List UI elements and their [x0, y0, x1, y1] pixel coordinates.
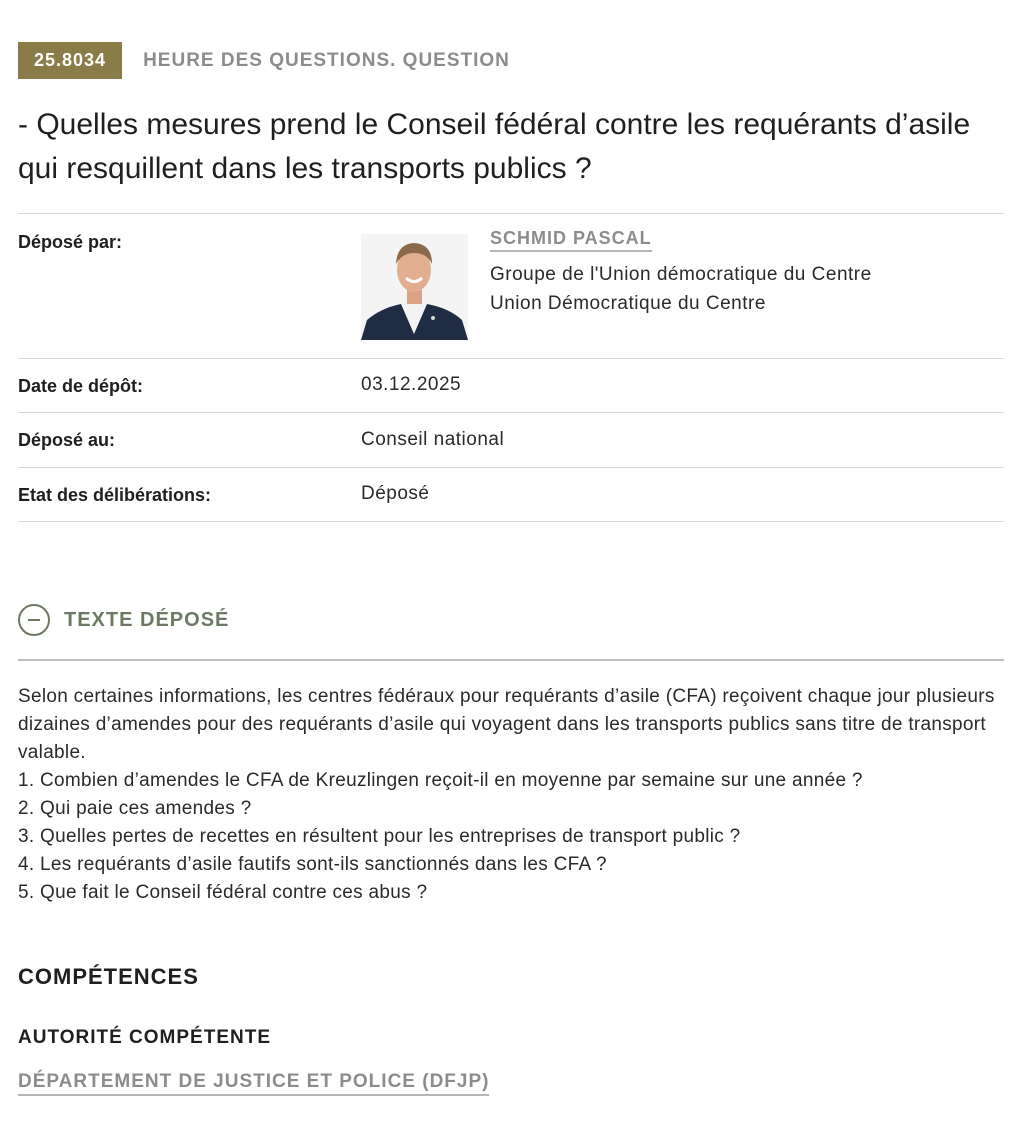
- business-type-label: HEURE DES QUESTIONS. QUESTION: [143, 49, 510, 71]
- submitted-text-toggle-label: TEXTE DÉPOSÉ: [64, 608, 230, 631]
- submitted-text-toggle[interactable]: [18, 604, 229, 636]
- submitted-text-intro: Selon certaines informations, les centres fédéraux pour requérants d’asile (CFA) reçoivent chaque jour plusieurs dizaines d’amendes pour des requérants d’asile qui voyagent dans les transports publics sans titre de transport valable.: [18, 686, 995, 763]
- submission-date-label: Date de dépôt:: [18, 376, 144, 396]
- question-item: 5. Que fait le Conseil fédéral contre ces abus ?: [18, 882, 428, 903]
- department-link[interactable]: DÉPARTEMENT DE JUSTICE ET POLICE (DFJP): [18, 1071, 489, 1096]
- competent-authority-heading: AUTORITÉ COMPÉTENTE: [18, 1027, 271, 1048]
- status-label: Etat des délibérations:: [18, 485, 212, 505]
- business-number-badge: 25.8034: [18, 42, 122, 79]
- status-value: Déposé: [361, 483, 430, 504]
- collapse-minus-icon: [18, 604, 50, 636]
- divider: [18, 521, 1004, 522]
- submitted-to-label: Déposé au:: [18, 430, 116, 450]
- submitted-to-value: Conseil national: [361, 429, 505, 450]
- author-group: Groupe de l'Union démocratique du Centre: [490, 264, 872, 285]
- business-header: [18, 42, 510, 79]
- competences-heading: COMPÉTENCES: [18, 964, 199, 989]
- divider: [18, 412, 1004, 413]
- divider: [18, 358, 1004, 359]
- author-party: Union Démocratique du Centre: [490, 293, 766, 314]
- submitted-text-body: [18, 683, 1004, 907]
- author-name-link[interactable]: SCHMID PASCAL: [490, 228, 652, 252]
- page-title: - Quelles mesures prend le Conseil fédéral contre les requérants d’asile qui resquillent dans les transports publics ?: [18, 108, 971, 185]
- section-divider: [18, 659, 1004, 661]
- submitted-by-label: Déposé par:: [18, 232, 123, 252]
- submission-date-value: 03.12.2025: [361, 374, 462, 395]
- divider: [18, 467, 1004, 468]
- author-portrait-icon: [361, 234, 468, 340]
- author-photo: [361, 234, 468, 340]
- question-item: 3. Quelles pertes de recettes en résultent pour les entreprises de transport public ?: [18, 826, 741, 847]
- divider: [18, 213, 1004, 214]
- question-item: 1. Combien d’amendes le CFA de Kreuzlingen reçoit-il en moyenne par semaine sur une année ?: [18, 770, 863, 791]
- question-item: 2. Qui paie ces amendes ?: [18, 798, 252, 819]
- question-item: 4. Les requérants d’asile fautifs sont-ils sanctionnés dans les CFA ?: [18, 854, 607, 875]
